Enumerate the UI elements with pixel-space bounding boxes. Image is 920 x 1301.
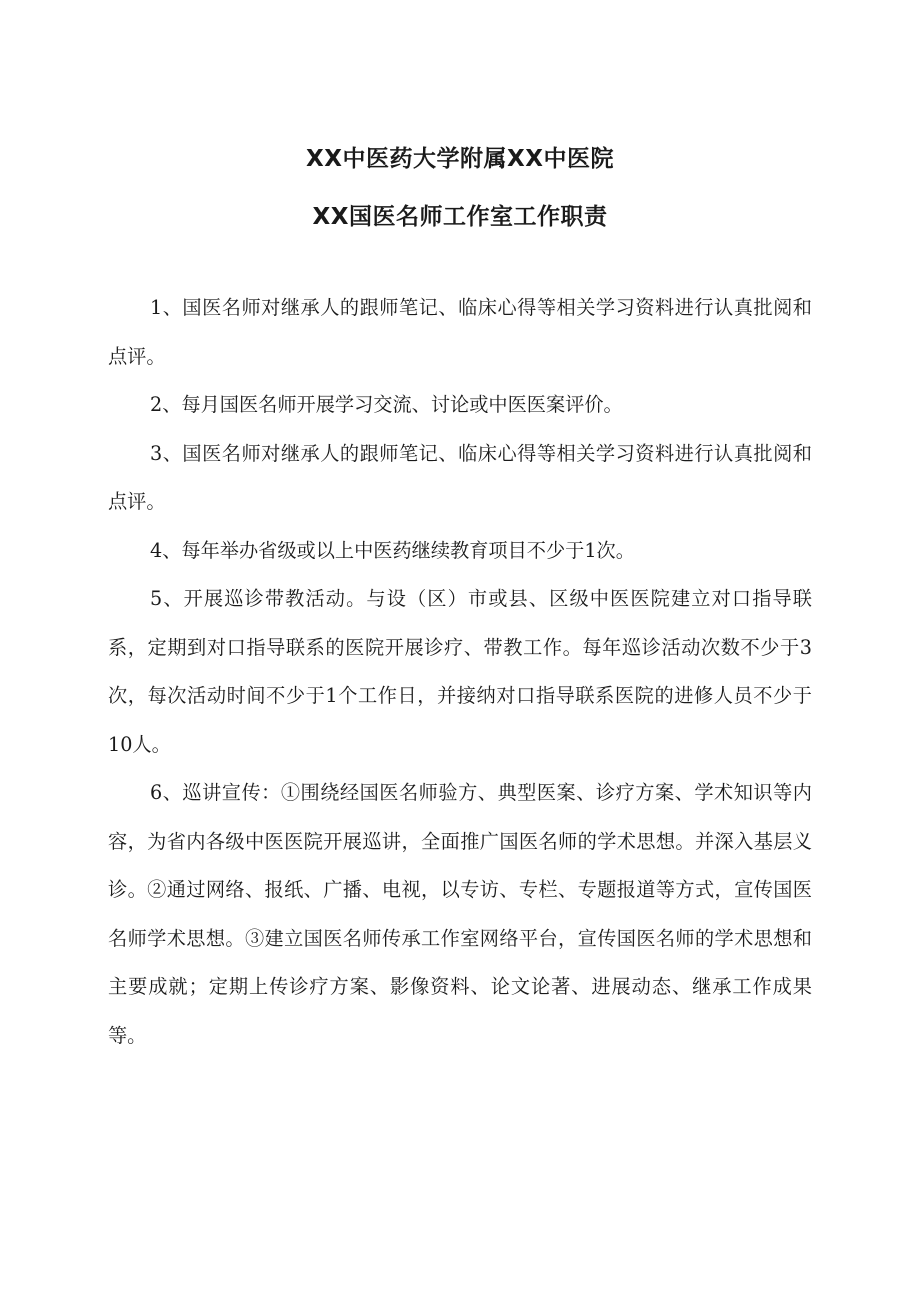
duty-item-6: 6、巡讲宣传：①围绕经国医名师验方、典型医案、诊疗方案、学术知识等内容，为省内各级中医医院开展巡讲，全面推广国医名师的学术思想。并深入基层义诊。②通过网络、报纸、广播、电视，以专访、专栏、专题报道等方式，宣传国医名师学术思想。③建立国医名师传承工作室网络平台，宣传国医名师的学术思想和主要成就；定期上传诊疗方案、影像资料、论文论著、进展动态、继承工作成果等。 [108, 781, 812, 1047]
duty-item-1: 1、国医名师对继承人的跟师笔记、临床心得等相关学习资料进行认真批阅和点评。 [108, 296, 812, 368]
duty-item-5: 5、开展巡诊带教活动。与设（区）市或县、区级中医医院建立对口指导联系，定期到对口指导联系的医院开展诊疗、带教工作。每年巡诊活动次数不少于3次，每次活动时间不少于1个工作日，并接纳对口指导联系医院的进修人员不少于10人。 [108, 587, 812, 756]
document-title-line-2: XX国医名师工作室工作职责 [312, 204, 608, 230]
document-body [108, 284, 812, 1060]
duty-item-2: 2、每月国医名师开展学习交流、讨论或中医医案评价。 [150, 393, 623, 416]
duty-item-3: 3、国医名师对继承人的跟师笔记、临床心得等相关学习资料进行认真批阅和点评。 [108, 441, 812, 513]
duty-item-4: 4、每年举办省级或以上中医药继续教育项目不少于1次。 [150, 538, 635, 562]
document-title-line-1: XX中医药大学附属XX中医院 [306, 146, 614, 172]
